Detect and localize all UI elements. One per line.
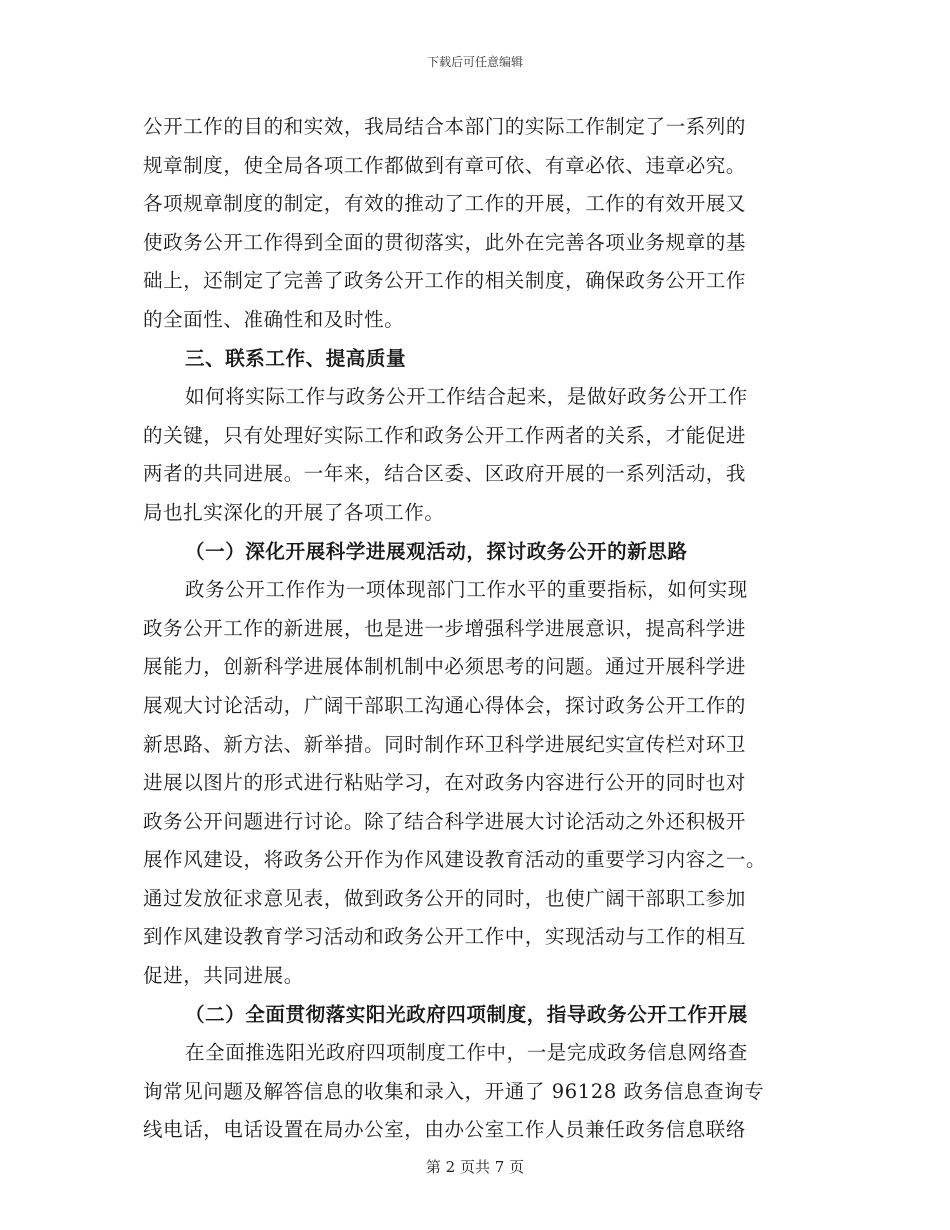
body-line: 的全面性、准确性和及时性。 [143,307,405,331]
body-line: 线电话，电话设置在局办公室，由办公室工作人员兼任政务信息联络 [143,1118,747,1142]
body-line: 政务公开问题进行讨论。除了结合科学进展大讨论活动之外还积极开 [143,809,747,833]
document-body [143,108,803,1150]
body-line: 促进，共同进展。 [143,964,304,988]
body-line: 展作风建设，将政务公开作为作风建设教育活动的重要学习内容之一。 [143,848,767,872]
body-line: 新思路、新方法、新举措。同时制作环卫科学进展纪实宣传栏对环卫 [143,732,747,756]
body-line: 展能力，创新科学进展体制机制中必须思考的问题。通过开展科学进 [143,655,747,679]
body-line: 公开工作的目的和实效，我局结合本部门的实际工作制定了一系列的 [143,115,747,138]
body-line: 通过发放征求意见表，做到政务公开的同时，也使广阔干部职工参加 [143,886,747,910]
body-line: 两者的共同进展。一年来，结合区委、区政府开展的一系列活动，我 [143,462,747,486]
body-line: 询常见问题及解答信息的收集和录入，开通了 96128 政务信息查询专 [143,1079,765,1103]
body-line: 使政务公开工作得到全面的贯彻落实，此外在完善各项业务规章的基 [143,230,747,254]
body-line: 到作风建设教育学习活动和政务公开工作中，实现活动与工作的相互 [143,925,747,949]
subsection-heading: （二）全面贯彻落实阳光政府四项制度，指导政务公开工作开展 [185,1002,748,1026]
body-line: 进展以图片的形式进行粘贴学习，在对政务内容进行公开的同时也对 [143,771,747,795]
body-line: 规章制度，使全局各项工作都做到有章可依、有章必依、违章必究。 [143,153,747,177]
body-line: 础上，还制定了完善了政务公开工作的相关制度，确保政务公开工作 [143,269,747,293]
body-line: 政务公开工作的新进展，也是进一步增强科学进展意识，提高科学进 [143,616,747,640]
body-line: 如何将实际工作与政务公开工作结合起来，是做好政务公开工作 [185,385,748,409]
page-footer: 第 2 页共 7 页 [425,1158,525,1176]
section-heading: 三、联系工作、提高质量 [185,346,407,370]
body-line: 的关键，只有处理好实际工作和政务公开工作两者的关系，才能促进 [143,423,747,447]
body-line: 在全面推选阳光政府四项制度工作中，一是完成政务信息网络查 [185,1041,748,1065]
body-line: 政务公开工作作为一项体现部门工作水平的重要指标，如何实现 [185,578,748,602]
body-line: 展观大讨论活动，广阔干部职工沟通心得体会，探讨政务公开工作的 [143,693,747,717]
body-line: 局也扎实深化的开展了各项工作。 [143,500,445,524]
page-header: 下载后可任意编辑 [426,55,523,69]
subsection-heading: （一）深化开展科学进展观活动，探讨政务公开的新思路 [185,539,688,563]
body-line: 各项规章制度的制定，有效的推动了工作的开展，工作的有效开展又 [143,192,747,216]
